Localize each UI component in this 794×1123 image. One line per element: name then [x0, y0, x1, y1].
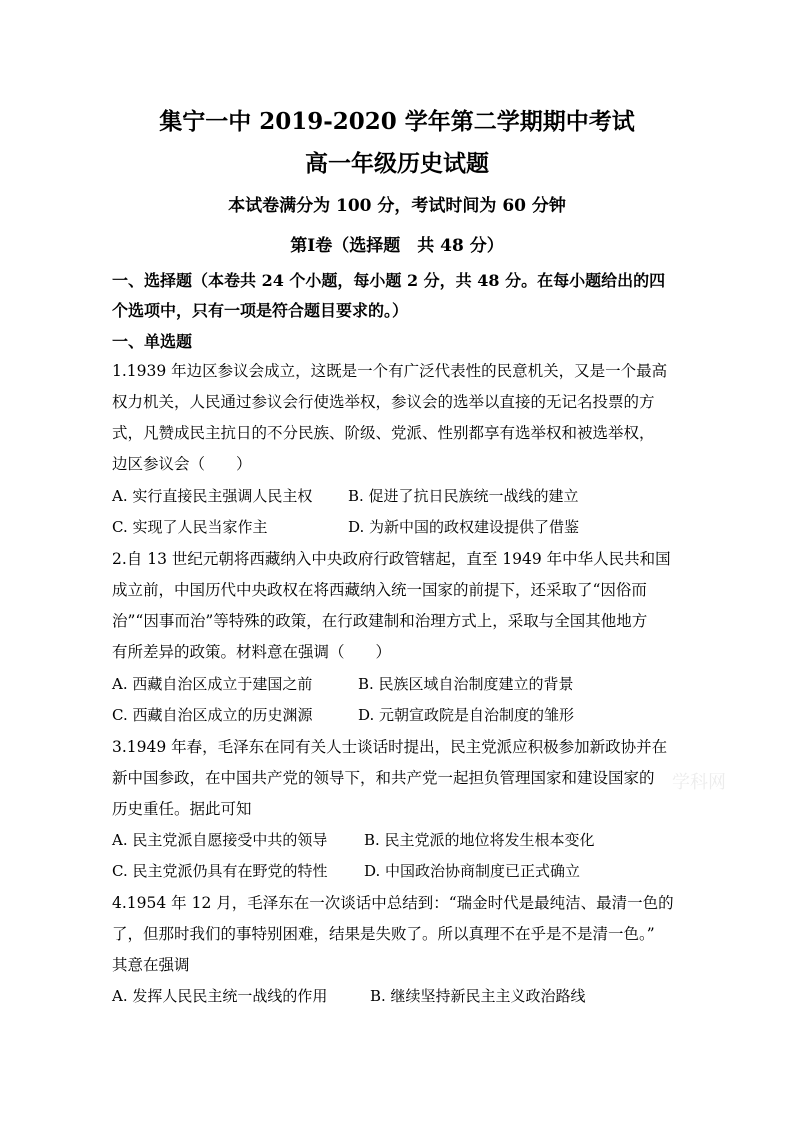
exam-info: 本试卷满分为 100 分，考试时间为 60 分钟 [228, 196, 566, 216]
q2-option-d: D. 元朝宣政院是自治制度的雏形 [358, 706, 575, 724]
q3-option-b: B. 民主党派的地位将发生根本变化 [364, 831, 595, 849]
q1-line: 式，凡赞成民主抗日的不分民族、阶级、党派、性别都享有选举权和被选举权， [112, 424, 655, 442]
q3-option-a: A. 民主党派自愿接受中共的领导 [112, 831, 328, 849]
q4-option-a: A. 发挥人民民主统一战线的作用 [112, 987, 328, 1005]
q2-line: 成立前，中国历代中央政权在将西藏纳入统一国家的前提下，还采取了“因俗而 [112, 581, 647, 599]
q1-option-d: D. 为新中国的政权建设提供了借鉴 [348, 518, 580, 536]
q4-line: 4.1954 年 12 月，毛泽东在一次谈话中总结到：“瑞金时代是最纯洁、最清一色的 [112, 894, 674, 912]
q1-option-a: A. 实行直接民主强调人民主权 [112, 487, 313, 505]
q2-option-a: A. 西藏自治区成立于建国之前 [112, 675, 313, 693]
q1-line: 1.1939 年边区参议会成立，这既是一个有广泛代表性的民意机关，又是一个最高 [112, 362, 668, 380]
q1-option-c: C. 实现了人民当家作主 [112, 518, 268, 536]
q2-option-c: C. 西藏自治区成立的历史渊源 [112, 706, 313, 724]
q3-line: 历史重任。据此可知 [112, 800, 252, 818]
q1-option-b: B. 促进了抗日民族统一战线的建立 [348, 487, 579, 505]
section-intro-line-2: 个选项中，只有一项是符合题目要求的。） [112, 301, 409, 320]
q1-line: 边区参议会（ ） [112, 455, 252, 473]
exam-subtitle: 高一年级历史试题 [305, 150, 489, 177]
section-intro-line-1: 一、选择题（本卷共 24 个小题，每小题 2 分，共 48 分。在每小题给出的四 [112, 271, 666, 290]
exam-title: 集宁一中 2019-2020 学年第二学期期中考试 [159, 108, 635, 135]
q4-line: 了，但那时我们的事特别困难，结果是失败了。所以真理不在乎是不是清一色。” [112, 925, 655, 943]
part-heading: 第Ⅰ卷（选择题 共 48 分） [290, 236, 504, 256]
q3-option-c: C. 民主党派仍具有在野党的特性 [112, 862, 328, 880]
q2-line: 有所差异的政策。材料意在强调（ ） [112, 643, 392, 661]
q2-option-b: B. 民族区域自治制度建立的背景 [358, 675, 574, 693]
q2-line: 治”“因事而治”等特殊的政策，在行政建制和治理方式上，采取与全国其他地方 [112, 612, 648, 630]
q3-line: 新中国参政，在中国共产党的领导下，和共产党一起担负管理国家和建设国家的 [112, 769, 655, 787]
q3-line: 3.1949 年春，毛泽东在同有关人士谈话时提出，民主党派应积极参加新政协并在 [112, 738, 668, 756]
watermark: 学科网 [672, 772, 726, 793]
question-type-heading: 一、单选题 [112, 332, 193, 351]
q1-line: 权力机关，人民通过参议会行使选举权，参议会的选举以直接的无记名投票的方 [112, 393, 655, 411]
q3-option-d: D. 中国政治协商制度已正式确立 [364, 862, 581, 880]
q4-line: 其意在强调 [112, 956, 190, 974]
q4-option-b: B. 继续坚持新民主主义政治路线 [370, 987, 586, 1005]
q2-line: 2.自 13 世纪元朝将西藏纳入中央政府行政管辖起，直至 1949 年中华人民共和国 [112, 550, 671, 568]
